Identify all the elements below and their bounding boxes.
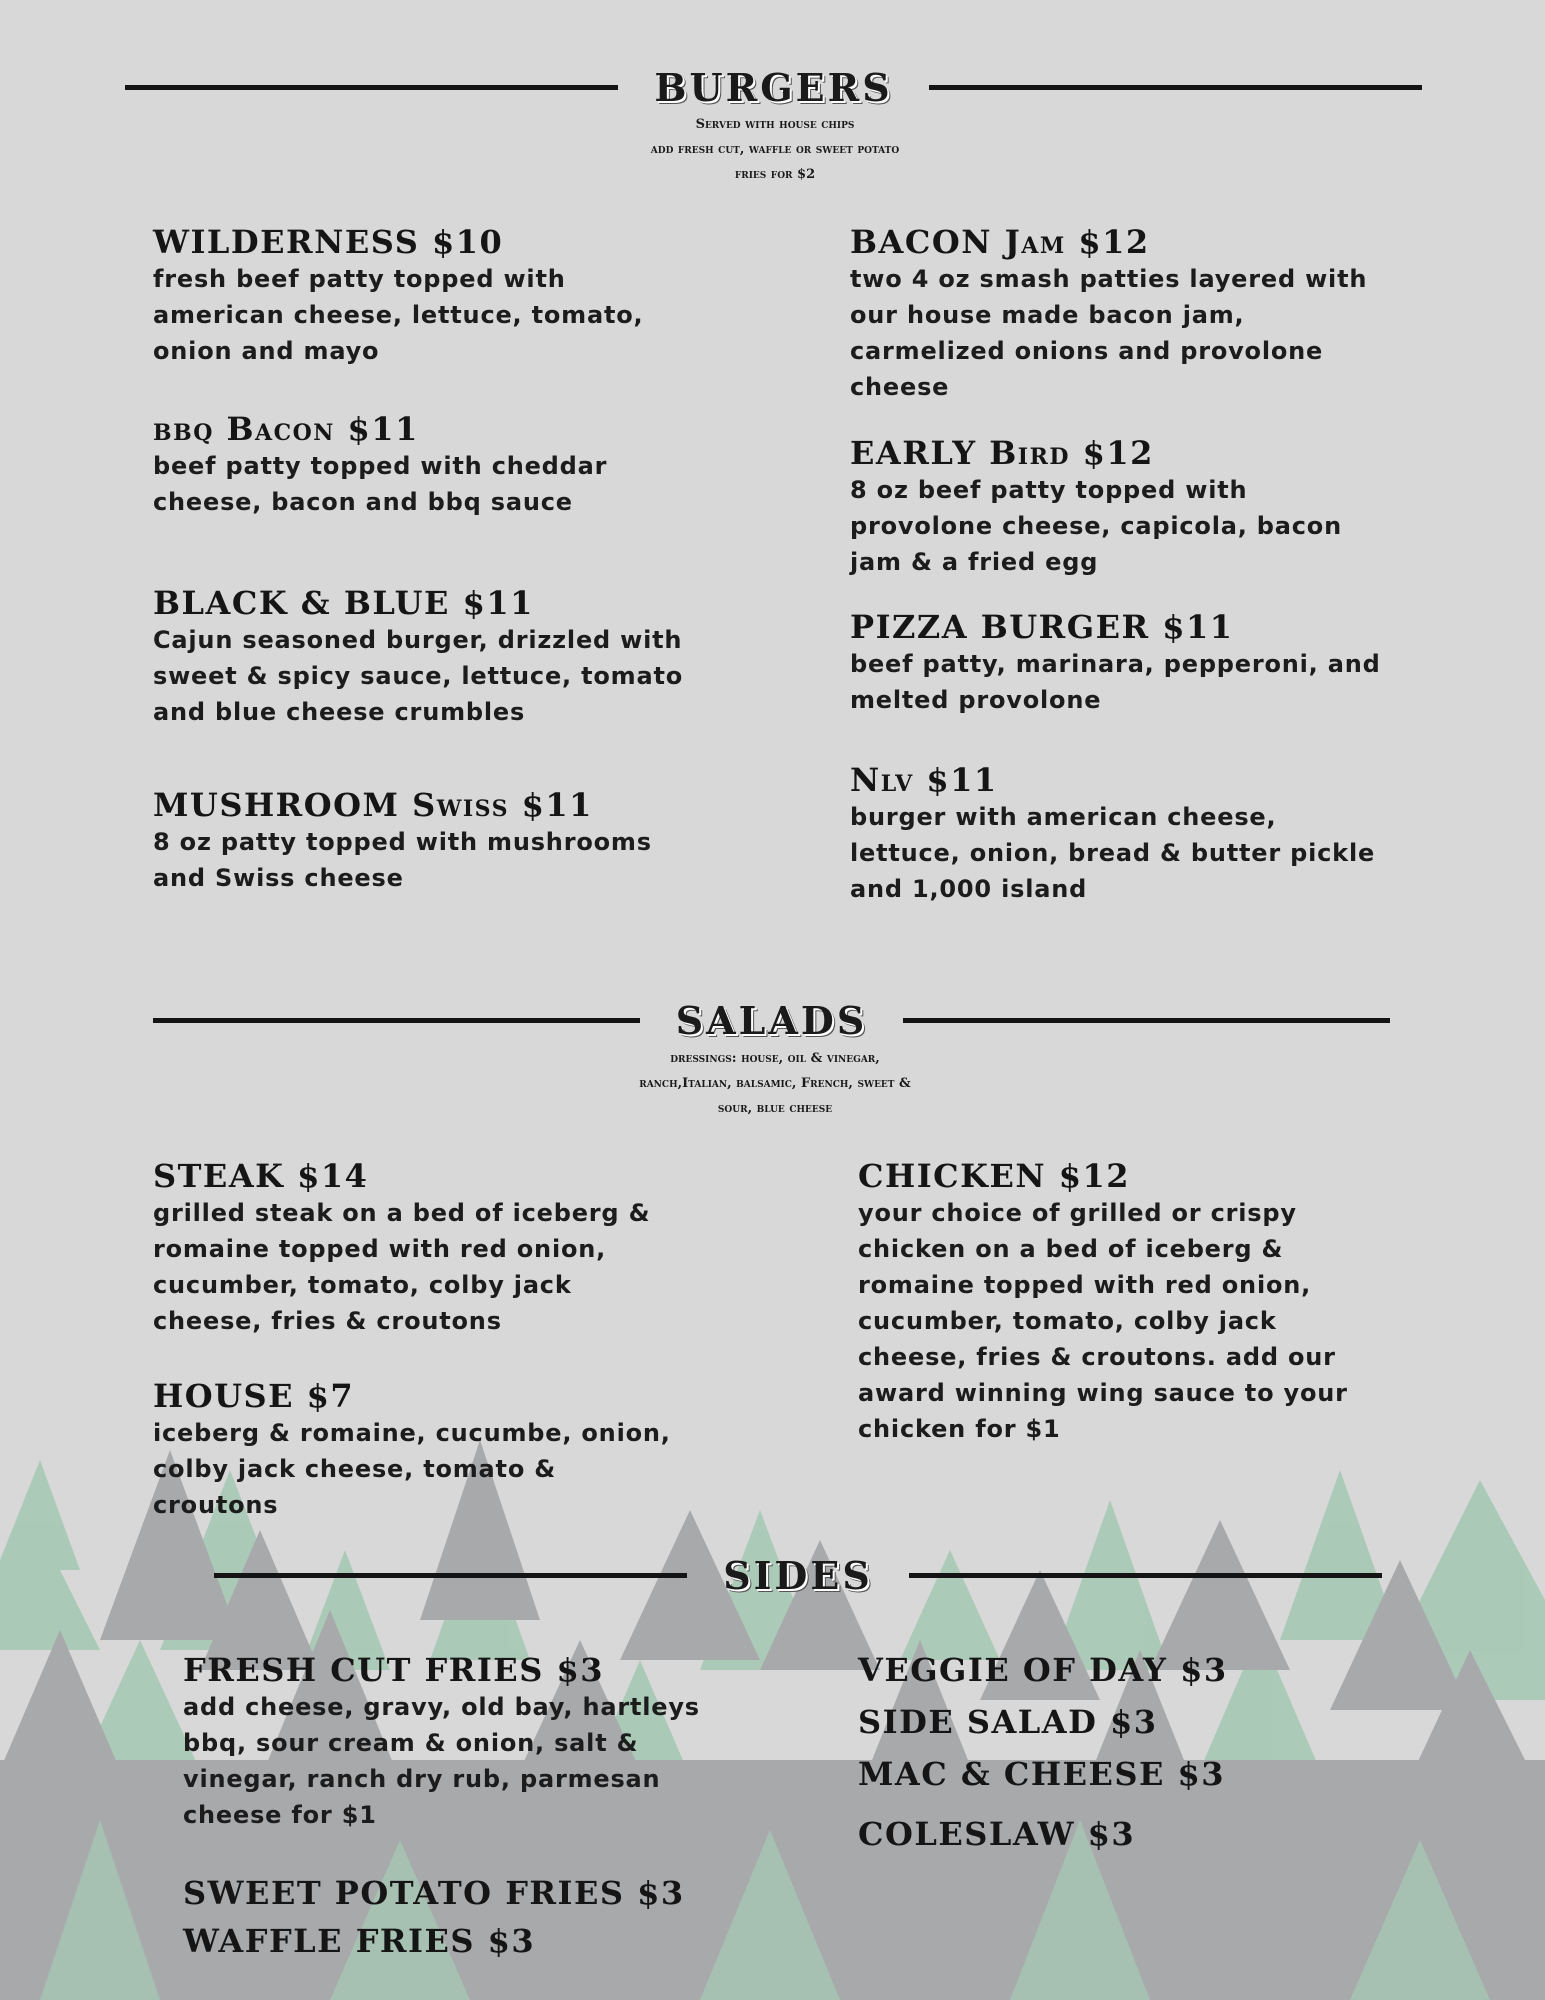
burgers-note-line: Served with house chips bbox=[695, 117, 855, 132]
item-description-line: cheese bbox=[850, 373, 950, 401]
menu-item-pizza-burger bbox=[850, 608, 1450, 718]
menu-item-coleslaw bbox=[858, 1815, 1458, 1853]
item-name: Nlv $11 bbox=[850, 761, 998, 799]
menu-item-waffle-fries bbox=[183, 1922, 783, 1960]
divider-line-left bbox=[125, 85, 618, 90]
item-name: BLACK & BLUE $11 bbox=[153, 584, 534, 622]
item-description-line: two 4 oz smash patties layered with bbox=[850, 265, 1368, 293]
menu-item-house-salad bbox=[153, 1377, 713, 1523]
menu-item-mushroom-swiss bbox=[153, 786, 713, 896]
item-description-line: provolone cheese, capicola, bacon bbox=[850, 512, 1342, 540]
item-description-line: chicken for $1 bbox=[858, 1415, 1061, 1443]
divider-line-right bbox=[903, 1018, 1390, 1023]
menu-item-black-and-blue bbox=[153, 584, 713, 730]
burgers-section-header bbox=[125, 65, 1422, 110]
item-name: VEGGIE OF DAY $3 bbox=[858, 1651, 1228, 1689]
burgers-note-line: fries for $2 bbox=[734, 167, 816, 182]
item-description-line: croutons bbox=[153, 1491, 279, 1519]
menu-item-mac-and-cheese bbox=[858, 1755, 1458, 1793]
item-name: SWEET POTATO FRIES $3 bbox=[183, 1874, 685, 1912]
divider-line-left bbox=[214, 1573, 687, 1578]
item-description-line: cucumber, tomato, colby jack bbox=[153, 1271, 572, 1299]
item-description-line: cheese, bacon and bbq sauce bbox=[153, 488, 573, 516]
menu-item-bacon-jam bbox=[850, 223, 1450, 405]
item-description-line: cheese for $1 bbox=[183, 1801, 377, 1829]
sides-section-title: SIDES bbox=[723, 1553, 873, 1598]
salads-note-line: sour, blue cheese bbox=[717, 1101, 833, 1116]
item-description-line: and blue cheese crumbles bbox=[153, 698, 526, 726]
menu-item-bbq-bacon bbox=[153, 410, 713, 520]
item-description-line: american cheese, lettuce, tomato, bbox=[153, 301, 644, 329]
menu-item-wilderness bbox=[153, 223, 713, 369]
item-name: HOUSE $7 bbox=[153, 1377, 355, 1415]
item-description-line: sweet & spicy sauce, lettuce, tomato bbox=[153, 662, 684, 690]
item-description-line: carmelized onions and provolone bbox=[850, 337, 1324, 365]
item-description-line: burger with american cheese, bbox=[850, 803, 1277, 831]
item-description-line: 8 oz beef patty topped with bbox=[850, 476, 1248, 504]
item-description-line: your choice of grilled or crispy bbox=[858, 1199, 1297, 1227]
item-description-line: beef patty, marinara, pepperoni, and bbox=[850, 650, 1381, 678]
sides-section-header bbox=[214, 1553, 1382, 1598]
item-name: SIDE SALAD $3 bbox=[858, 1703, 1158, 1741]
burgers-note-line: add fresh cut, waffle or sweet potato bbox=[650, 142, 900, 157]
item-description-line: bbq, sour cream & onion, salt & bbox=[183, 1729, 639, 1757]
item-description-line: and 1,000 island bbox=[850, 875, 1088, 903]
menu-item-early-bird bbox=[850, 434, 1450, 580]
salads-section-header bbox=[153, 998, 1390, 1043]
item-description-line: cheese, fries & croutons. add our bbox=[858, 1343, 1336, 1371]
salads-note-line: dressings: house, oil & vinegar, bbox=[670, 1051, 880, 1066]
item-description-line: award winning wing sauce to your bbox=[858, 1379, 1348, 1407]
item-name: FRESH CUT FRIES $3 bbox=[183, 1651, 604, 1689]
item-description-line: chicken on a bed of iceberg & bbox=[858, 1235, 1284, 1263]
menu-item-side-salad bbox=[858, 1703, 1458, 1741]
item-description-line: iceberg & romaine, cucumbe, onion, bbox=[153, 1419, 671, 1447]
menu-item-veggie-of-day bbox=[858, 1651, 1458, 1689]
item-description-line: lettuce, onion, bread & butter pickle bbox=[850, 839, 1376, 867]
item-description-line: 8 oz patty topped with mushrooms bbox=[153, 828, 652, 856]
salads-note-line: ranch,Italian, balsamic, French, sweet & bbox=[639, 1076, 911, 1091]
item-description-line: and Swiss cheese bbox=[153, 864, 404, 892]
menu-item-steak-salad bbox=[153, 1157, 713, 1339]
item-name: MAC & CHEESE $3 bbox=[858, 1755, 1226, 1793]
item-name: COLESLAW $3 bbox=[858, 1815, 1136, 1853]
item-description-line: melted provolone bbox=[850, 686, 1102, 714]
item-description-line: fresh beef patty topped with bbox=[153, 265, 566, 293]
menu-item-chicken-salad bbox=[858, 1157, 1458, 1447]
item-name: PIZZA BURGER $11 bbox=[850, 608, 1234, 646]
burgers-section-title: BURGERS bbox=[654, 65, 893, 110]
item-description-line: romaine topped with red onion, bbox=[153, 1235, 607, 1263]
item-name: EARLY Bird $12 bbox=[850, 434, 1154, 472]
item-name: BACON Jam $12 bbox=[850, 223, 1150, 261]
item-description-line: grilled steak on a bed of iceberg & bbox=[153, 1199, 651, 1227]
item-name: CHICKEN $12 bbox=[858, 1157, 1131, 1195]
item-name: WAFFLE FRIES $3 bbox=[183, 1922, 536, 1960]
divider-line-left bbox=[153, 1018, 640, 1023]
item-description-line: colby jack cheese, tomato & bbox=[153, 1455, 556, 1483]
menu-item-fresh-cut-fries bbox=[183, 1651, 743, 1833]
item-description-line: our house made bacon jam, bbox=[850, 301, 1245, 329]
item-description-line: beef patty topped with cheddar bbox=[153, 452, 608, 480]
item-name: bbq Bacon $11 bbox=[153, 410, 419, 448]
item-description-line: Cajun seasoned burger, drizzled with bbox=[153, 626, 683, 654]
menu-item-sweet-potato-fries bbox=[183, 1874, 783, 1912]
item-name: MUSHROOM Swiss $11 bbox=[153, 786, 593, 824]
item-description-line: jam & a fried egg bbox=[850, 548, 1099, 576]
item-description-line: add cheese, gravy, old bay, hartleys bbox=[183, 1693, 700, 1721]
item-name: STEAK $14 bbox=[153, 1157, 369, 1195]
item-description-line: cheese, fries & croutons bbox=[153, 1307, 502, 1335]
salads-section-title: SALADS bbox=[675, 998, 868, 1043]
salads-note bbox=[475, 1046, 1075, 1121]
item-name: WILDERNESS $10 bbox=[153, 223, 504, 261]
item-description-line: onion and mayo bbox=[153, 337, 380, 365]
menu-item-nlv bbox=[850, 761, 1450, 907]
burgers-note bbox=[475, 112, 1075, 187]
item-description-line: romaine topped with red onion, bbox=[858, 1271, 1312, 1299]
item-description-line: cucumber, tomato, colby jack bbox=[858, 1307, 1277, 1335]
divider-line-right bbox=[909, 1573, 1382, 1578]
divider-line-right bbox=[929, 85, 1422, 90]
item-description-line: vinegar, ranch dry rub, parmesan bbox=[183, 1765, 661, 1793]
